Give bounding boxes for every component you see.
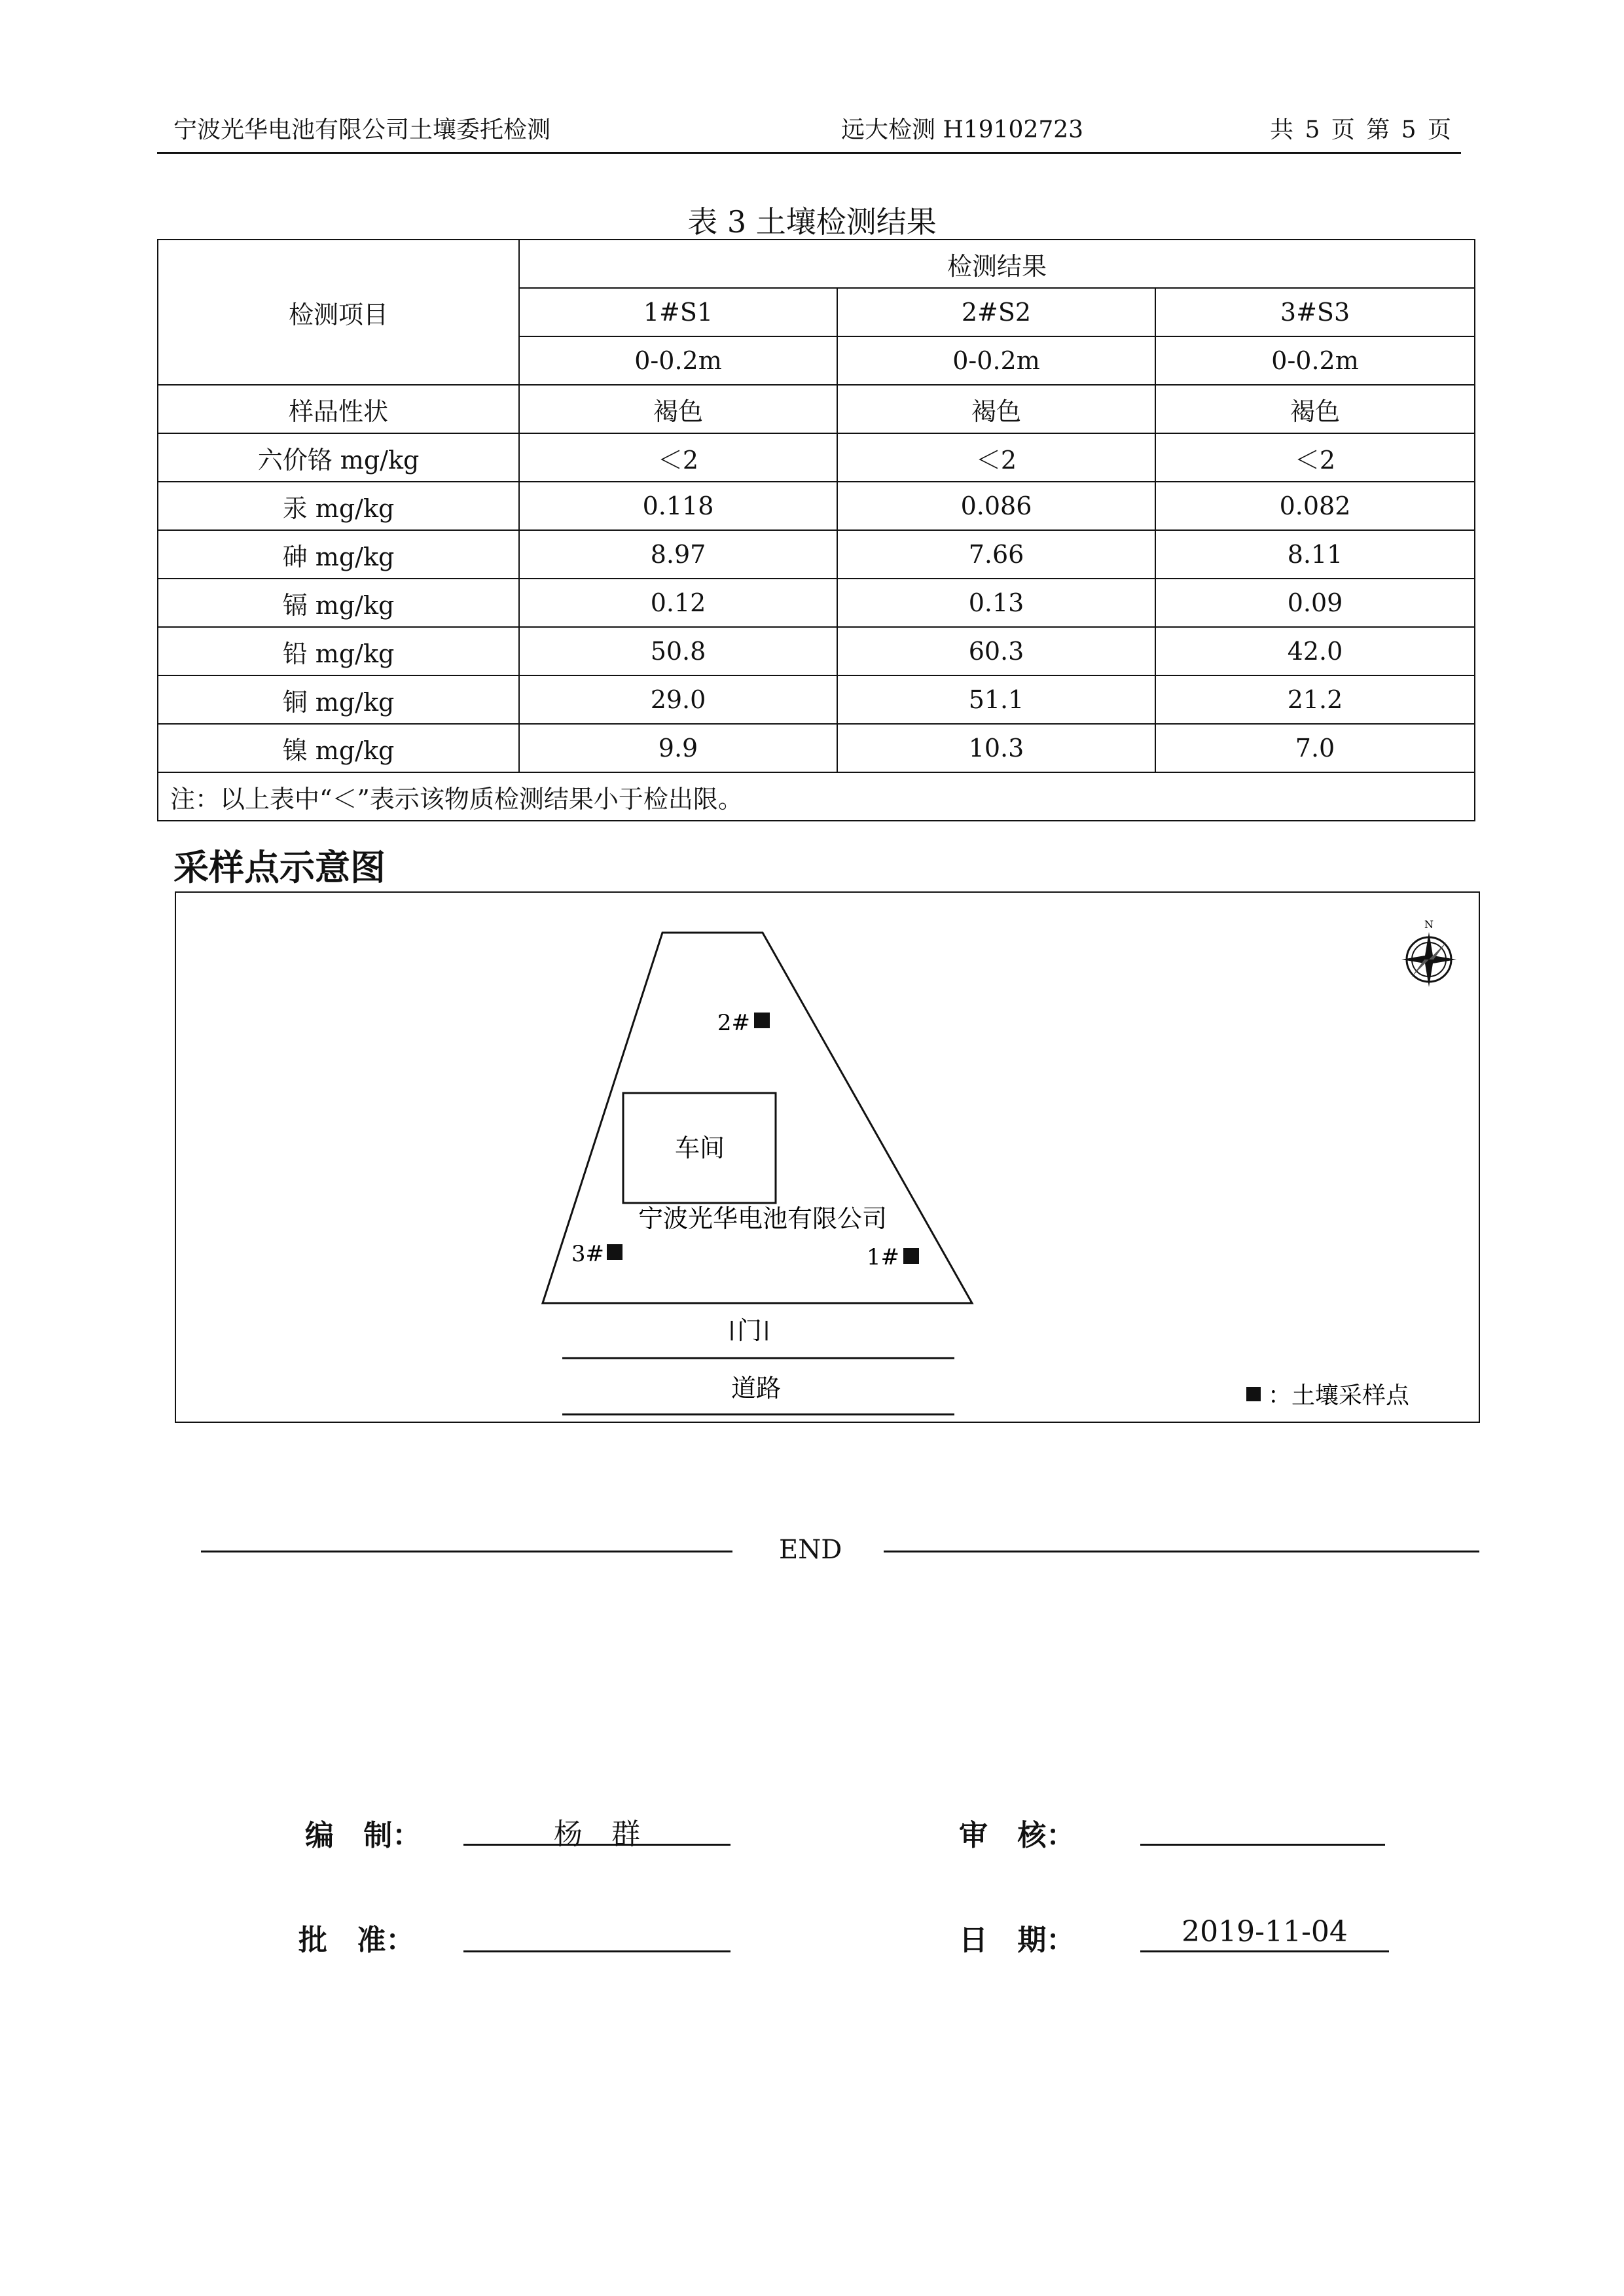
table-row — [158, 433, 1475, 482]
cell-value: 褐色 — [837, 385, 1155, 433]
table-row — [158, 240, 1475, 288]
sample-point-1-marker — [903, 1248, 919, 1264]
cell-value: 8.11 — [1155, 530, 1475, 579]
compass-icon — [1401, 918, 1456, 987]
sample-id: 3#S3 — [1155, 288, 1475, 336]
cell-value: 0.086 — [837, 482, 1155, 530]
row-label: 样品性状 — [158, 385, 519, 433]
cell-value: 10.3 — [837, 724, 1155, 772]
date-value: 2019-11-04 — [1182, 1915, 1348, 1948]
cell-value: 0.118 — [519, 482, 837, 530]
approve-line — [463, 1950, 731, 1952]
item-header: 检测项目 — [158, 240, 519, 385]
table-row — [158, 482, 1475, 530]
row-label: 六价铬 mg/kg — [158, 433, 519, 482]
row-label: 铜 mg/kg — [158, 675, 519, 724]
review-label: 审 核： — [959, 1819, 1075, 1852]
sample-point-3-marker — [607, 1244, 623, 1260]
results-table — [157, 239, 1475, 821]
table-row — [158, 530, 1475, 579]
sample-depth: 0-0.2m — [837, 336, 1155, 385]
cell-value: ＜2 — [837, 433, 1155, 482]
sampling-map — [175, 891, 1480, 1423]
end-rule-right — [884, 1551, 1479, 1552]
map-section-title: 采样点示意图 — [173, 846, 386, 888]
table-row — [158, 579, 1475, 627]
header-center: 远大检测 H19102723 — [841, 117, 1084, 143]
cell-value: 29.0 — [519, 675, 837, 724]
legend-label: ：土壤采样点 — [1268, 1382, 1410, 1409]
cell-value: 0.13 — [837, 579, 1155, 627]
table-row — [158, 385, 1475, 433]
sample-point-3-label: 3# — [571, 1241, 604, 1267]
compass-north-label: N — [1424, 918, 1434, 931]
cell-value: 7.0 — [1155, 724, 1475, 772]
sample-point-1-label: 1# — [866, 1244, 899, 1270]
sample-point-2-label: 2# — [717, 1010, 750, 1036]
road-label: 道路 — [731, 1374, 782, 1403]
header-rule — [157, 152, 1461, 154]
cell-value: 42.0 — [1155, 627, 1475, 675]
table-note: 注：以上表中“＜”表示该物质检测结果小于检出限。 — [158, 772, 1475, 821]
table-row — [158, 675, 1475, 724]
company-label: 宁波光华电池有限公司 — [638, 1204, 888, 1233]
compiled-label: 编 制： — [305, 1819, 422, 1852]
approve-label: 批 准： — [298, 1924, 415, 1957]
result-header: 检测结果 — [519, 240, 1475, 288]
header-left: 宁波光华电池有限公司土壤委托检测 — [173, 117, 551, 143]
table-row — [158, 627, 1475, 675]
sample-depth: 0-0.2m — [1155, 336, 1475, 385]
row-label: 镉 mg/kg — [158, 579, 519, 627]
sample-id: 2#S2 — [837, 288, 1155, 336]
cell-value: 0.12 — [519, 579, 837, 627]
cell-value: 9.9 — [519, 724, 837, 772]
cell-value: 8.97 — [519, 530, 837, 579]
gate-label: 门 — [736, 1316, 763, 1345]
compiled-line — [463, 1844, 731, 1846]
table-title: 表 3 土壤检测结果 — [687, 204, 937, 240]
cell-value: 褐色 — [519, 385, 837, 433]
row-label: 铅 mg/kg — [158, 627, 519, 675]
cell-value: 21.2 — [1155, 675, 1475, 724]
sample-id: 1#S1 — [519, 288, 837, 336]
sample-point-2-marker — [754, 1013, 770, 1028]
sample-depth: 0-0.2m — [519, 336, 837, 385]
cell-value: ＜2 — [1155, 433, 1475, 482]
header-page: 共 5 页 第 5 页 — [1270, 117, 1452, 143]
legend-marker — [1246, 1387, 1261, 1401]
table-row — [158, 772, 1475, 821]
date-line — [1140, 1950, 1389, 1952]
cell-value: ＜2 — [519, 433, 837, 482]
cell-value: 0.09 — [1155, 579, 1475, 627]
cell-value: 0.082 — [1155, 482, 1475, 530]
cell-value: 50.8 — [519, 627, 837, 675]
cell-value: 7.66 — [837, 530, 1155, 579]
workshop-label: 车间 — [674, 1134, 725, 1162]
compiled-value: 杨 群 — [554, 1818, 640, 1851]
end-rule-left — [201, 1551, 732, 1552]
row-label: 汞 mg/kg — [158, 482, 519, 530]
table-row — [158, 724, 1475, 772]
review-line — [1140, 1844, 1385, 1846]
cell-value: 60.3 — [837, 627, 1155, 675]
row-label: 镍 mg/kg — [158, 724, 519, 772]
row-label: 砷 mg/kg — [158, 530, 519, 579]
cell-value: 51.1 — [837, 675, 1155, 724]
cell-value: 褐色 — [1155, 385, 1475, 433]
end-label: END — [779, 1535, 842, 1565]
date-label: 日 期： — [959, 1924, 1075, 1957]
